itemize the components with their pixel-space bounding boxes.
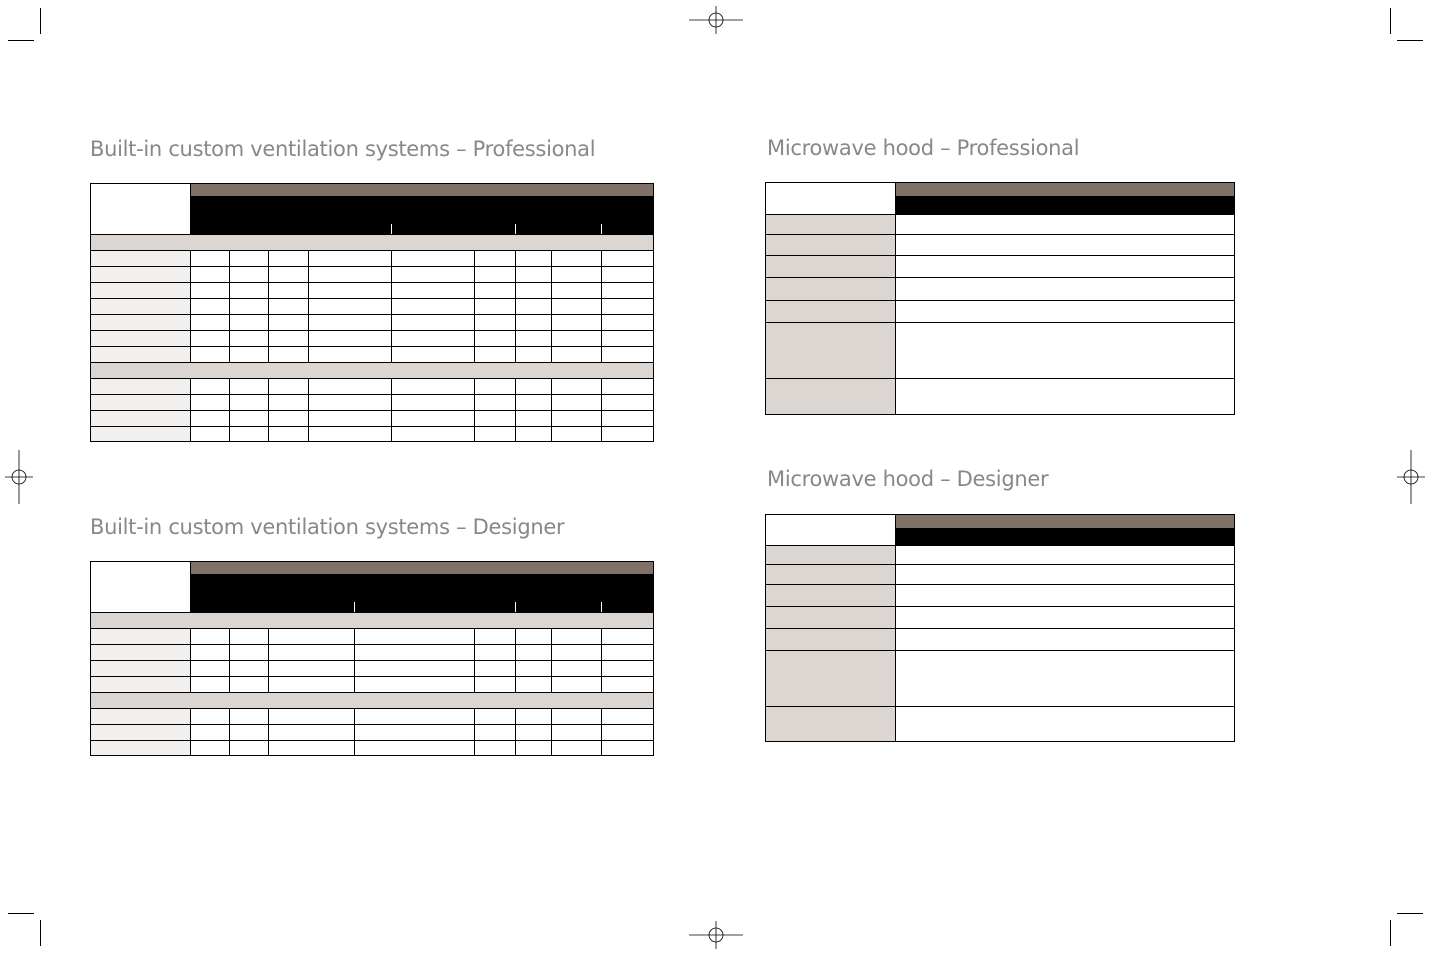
row-label (766, 585, 896, 607)
table-row (766, 301, 1235, 323)
row-label (766, 546, 896, 565)
row-value (896, 546, 1235, 565)
column-subheader (552, 216, 602, 235)
section-band (91, 363, 654, 379)
table-row (91, 283, 654, 299)
table-row (91, 645, 654, 661)
header-row-brown (766, 183, 1235, 197)
table-row (766, 585, 1235, 607)
row-label (91, 315, 191, 331)
crop-mark-icon (1397, 913, 1423, 914)
row-label (91, 331, 191, 347)
column-subheader (552, 594, 602, 613)
row-label (766, 256, 896, 278)
header-row-brown (91, 562, 654, 575)
column-subheader (602, 216, 654, 235)
row-label (766, 301, 896, 323)
row-label (91, 283, 191, 299)
section-row (91, 235, 654, 251)
registration-target-icon (5, 450, 33, 504)
header-row-brown (766, 515, 1235, 529)
crop-mark-icon (8, 40, 34, 41)
table-row (766, 546, 1235, 565)
column-subheader (309, 216, 392, 235)
ventilation-designer-title: Built-in custom ventilation systems – Designer (90, 515, 565, 539)
row-label (766, 607, 896, 629)
table-row (91, 427, 654, 442)
row-label (91, 411, 191, 427)
column-header (896, 197, 1235, 215)
column-header (230, 575, 269, 613)
column-subheader (602, 594, 654, 613)
table-row (91, 347, 654, 363)
table-row (91, 709, 654, 725)
table-row (91, 677, 654, 693)
table-row (91, 379, 654, 395)
column-subheader (516, 594, 552, 613)
crop-mark-icon (1397, 40, 1423, 41)
column-group-header (552, 197, 654, 216)
row-label (91, 347, 191, 363)
row-label (91, 629, 191, 645)
column-subheader (475, 594, 516, 613)
row-value (896, 278, 1235, 301)
row-value (896, 379, 1235, 415)
table-row (766, 379, 1235, 415)
section-band (91, 613, 654, 629)
header-band (896, 515, 1235, 529)
crop-mark-icon (8, 913, 34, 914)
header-band (191, 184, 654, 197)
microwave-designer-table (765, 514, 1235, 742)
column-group-header (552, 575, 654, 594)
microwave-designer-title: Microwave hood – Designer (767, 467, 1049, 491)
table-row (91, 251, 654, 267)
microwave-professional-title: Microwave hood – Professional (767, 136, 1080, 160)
table-row (91, 331, 654, 347)
column-header (269, 197, 309, 235)
section-row (91, 613, 654, 629)
table-row (766, 707, 1235, 742)
row-label (766, 278, 896, 301)
row-label (91, 299, 191, 315)
corner-cell (91, 184, 191, 235)
row-value (896, 707, 1235, 742)
ventilation-professional-title: Built-in custom ventilation systems – Professional (90, 137, 596, 161)
column-header (191, 575, 230, 613)
table-row (91, 299, 654, 315)
row-value (896, 215, 1235, 235)
ventilation-professional-table (90, 183, 654, 442)
row-label (91, 645, 191, 661)
table-row (766, 278, 1235, 301)
column-header (230, 197, 269, 235)
header-row-brown (91, 184, 654, 197)
corner-cell (766, 515, 896, 546)
row-label (91, 741, 191, 756)
section-band (91, 235, 654, 251)
column-header (896, 529, 1235, 546)
table-row (766, 235, 1235, 256)
microwave-professional-table (765, 182, 1235, 415)
column-group-header (475, 197, 552, 216)
row-value (896, 585, 1235, 607)
row-label (766, 379, 896, 415)
registration-target-icon (1397, 450, 1425, 504)
table-row (766, 215, 1235, 235)
table-row (91, 395, 654, 411)
table-row (766, 629, 1235, 651)
row-label (766, 215, 896, 235)
section-row (91, 363, 654, 379)
crop-mark-icon (1390, 920, 1391, 946)
row-value (896, 651, 1235, 707)
corner-cell (91, 562, 191, 613)
row-value (896, 565, 1235, 585)
row-label (766, 629, 896, 651)
column-group-header (309, 197, 475, 216)
table-row (766, 651, 1235, 707)
section-row (91, 693, 654, 709)
row-label (91, 379, 191, 395)
row-label (766, 235, 896, 256)
table-row (91, 741, 654, 756)
row-label (91, 661, 191, 677)
ventilation-designer-table (90, 561, 654, 756)
row-value (896, 301, 1235, 323)
column-subheader (475, 216, 516, 235)
column-subheader (269, 594, 355, 613)
column-header (191, 197, 230, 235)
row-label (91, 267, 191, 283)
table-row (91, 411, 654, 427)
row-label (91, 725, 191, 741)
crop-mark-icon (40, 8, 41, 34)
row-value (896, 629, 1235, 651)
table-row (91, 629, 654, 645)
table-row (766, 565, 1235, 585)
corner-cell (766, 183, 896, 215)
header-band (896, 183, 1235, 197)
table-row (766, 323, 1235, 379)
row-label (91, 709, 191, 725)
row-label (766, 323, 896, 379)
crop-mark-icon (1390, 8, 1391, 34)
row-label (766, 565, 896, 585)
table-row (91, 661, 654, 677)
row-label (766, 707, 896, 742)
table-row (91, 267, 654, 283)
registration-target-icon (689, 6, 743, 34)
column-group-header (269, 575, 475, 594)
registration-target-icon (689, 921, 743, 949)
row-label (766, 651, 896, 707)
column-subheader (355, 594, 475, 613)
column-group-header (475, 575, 552, 594)
table-row (766, 607, 1235, 629)
row-label (91, 677, 191, 693)
row-value (896, 323, 1235, 379)
row-label (91, 395, 191, 411)
table-row (91, 315, 654, 331)
row-value (896, 235, 1235, 256)
crop-mark-icon (40, 920, 41, 946)
section-band (91, 693, 654, 709)
row-label (91, 251, 191, 267)
column-subheader (392, 216, 475, 235)
table-row (766, 256, 1235, 278)
row-value (896, 607, 1235, 629)
table-row (91, 725, 654, 741)
row-value (896, 256, 1235, 278)
row-label (91, 427, 191, 442)
column-subheader (516, 216, 552, 235)
header-band (191, 562, 654, 575)
